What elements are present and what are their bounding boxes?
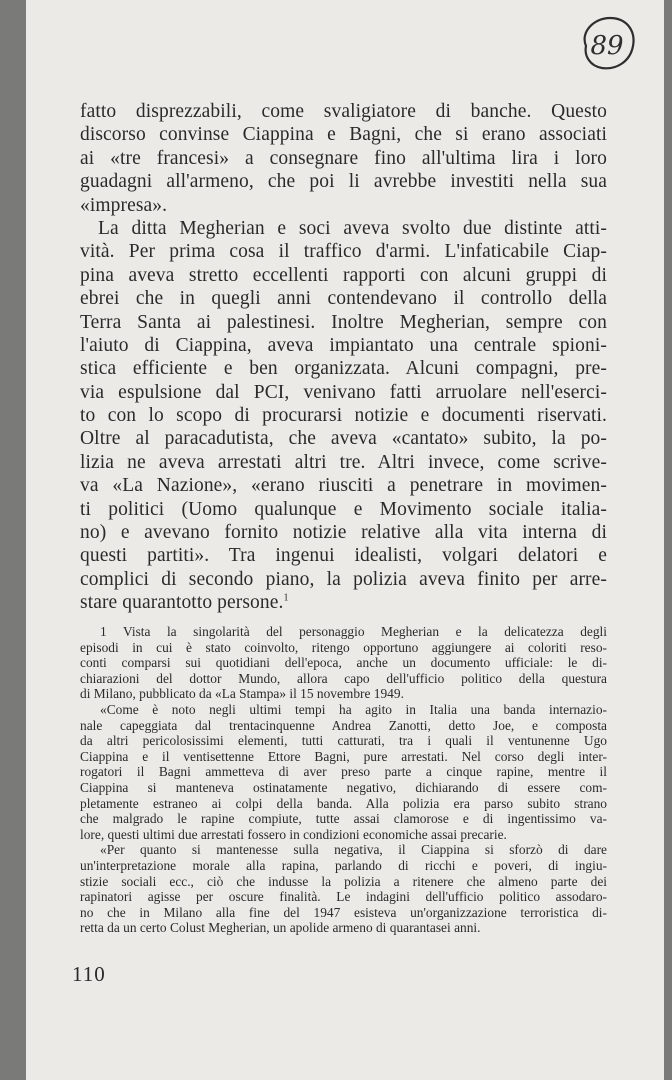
body-line: ebrei che in quegli anni contendevano il controllo della (80, 288, 607, 310)
body-line: ti politici (Uomo qualunque e Movimento sociale italia- (80, 498, 607, 520)
body-line: guadagni all'armeno, che poi li avrebbe investiti nella sua (80, 171, 607, 193)
footnote-line: Ciappina si manteneva ostinatamente negativo, dichiarando di essere com- (80, 779, 607, 795)
footnote-line: un'interpretazione morale alla rapina, parlando di ricchi e poveri, di ingiu- (80, 857, 607, 873)
footnote-line: «Per quanto si mantenesse sulla negativa, il Ciappina si sforzò di dare (100, 842, 607, 858)
body-line: ai «tre francesi» a consegnare fino all'ultima lira i loro (80, 147, 607, 169)
body-line: fatto disprezzabili, come svaligiatore di banche. Questo (80, 101, 607, 122)
footnote-line: stizie sociali ecc., ciò che indusse la polizia a ritenere che almeno parte dei (80, 873, 607, 889)
body-line: l'aiuto di Ciappina, aveva impiantato una centrale spioni- (80, 334, 607, 356)
footnote-line: no che in Milano alla fine del 1947 esisteva un'organizzazione terroristica di- (80, 904, 607, 920)
footnote-line: che malgrado le rapine compiute, tutte assai clamorose e di ingentissimo va- (80, 811, 607, 827)
handwritten-page-number: 89 (590, 31, 624, 61)
body-text (80, 100, 607, 615)
body-line: Terra Santa ai palestinesi. Inoltre Megherian, sempre con (80, 311, 607, 333)
body-line: complici di secondo piano, la polizia aveva finito per arre- (80, 568, 607, 590)
body-line: pina aveva stretto eccellenti rapporti con alcuni gruppi di (80, 264, 607, 286)
body-line-last (80, 591, 607, 614)
body-line: stica efficiente e ben organizzata. Alcuni compagni, pre- (80, 358, 607, 380)
footnote-line: da altri pericolosissimi elementi, tutti catturati, tra i quali il ventunenne Ugo (80, 733, 607, 749)
footnote-line: lore, questi ultimi due arrestati fossero in condizioni economiche assai precarie. (80, 826, 507, 842)
body-line-text: stare quarantotto persone. (80, 592, 284, 614)
body-line: Oltre al paracadutista, che aveva «cantato» subito, la po- (80, 428, 607, 450)
footnote-line: rogatori il Bagni ammetteva di aver preso parte a cinque rapine, mentre il (80, 764, 607, 780)
handwritten-page-number-circle (576, 12, 638, 74)
footnote-line: Ciappina e il ventisettenne Ettore Bagni, pure arrestati. Nel corso degli inter- (80, 748, 607, 764)
body-line: discorso convinse Ciappina e Bagni, che si erano associati (80, 124, 607, 146)
footnote-reference[interactable]: 1 (283, 592, 289, 604)
footnotes (80, 624, 607, 936)
footnote-line: 1 Vista la singolarità del personaggio Megherian e la delicatezza degli (100, 624, 607, 639)
body-line: «impresa». (80, 194, 168, 216)
body-line: to con lo scopo di procurarsi notizie e documenti riservati. (80, 405, 607, 427)
body-line: no) e avevano fornito notizie relative alla vita interna di (80, 522, 607, 544)
body-line: questi partiti». Tra ingenui idealisti, volgari delatori e (80, 545, 607, 567)
book-page (26, 0, 664, 1080)
footnote-line: retta da un certo Colust Megherian, un apolide armeno di quarantasei anni. (80, 920, 481, 936)
footnote-line: nale capeggiata dal trentacinquenne Andrea Zanotti, detto Joe, e composta (80, 717, 607, 733)
footnote-line: conti comparsi sui quotidiani dell'epoca, anche un documento ufficiale: le di- (80, 655, 607, 671)
body-line: La ditta Megherian e soci aveva svolto due distinte atti- (98, 217, 607, 239)
body-line: va «La Nazione», «erano riusciti a penetrare in movimen- (80, 475, 607, 497)
footnote-line: pletamente estraneo ai colpi della banda. Alla polizia era parso subito strano (80, 795, 607, 811)
footnote-line: di Milano, pubblicato da «La Stampa» il 15 novembre 1949. (80, 686, 404, 702)
page-number: 110 (72, 962, 106, 986)
footnote-line: episodi in cui è stato coinvolto, ritengo opportuno aggiungere ai coloriti reso- (80, 639, 607, 655)
body-line: via espulsione dal PCI, venivano fatti arruolare nell'eserci- (80, 381, 607, 403)
footnote-line: rapinatori agisse per oscure finalità. Le indagini dell'ufficio politico assodaro- (80, 889, 607, 905)
footnote-line: «Come è noto negli ultimi tempi ha agito in Italia una banda internazio- (100, 701, 607, 717)
footnote-line: chiarazioni del dottor Mundo, allora capo dell'ufficio politico della questura (80, 670, 607, 686)
body-line: lizia ne aveva arrestati altri tre. Altri invece, come scrive- (80, 451, 607, 473)
body-line: vità. Per prima cosa il traffico d'armi. L'infaticabile Ciap- (80, 241, 607, 263)
